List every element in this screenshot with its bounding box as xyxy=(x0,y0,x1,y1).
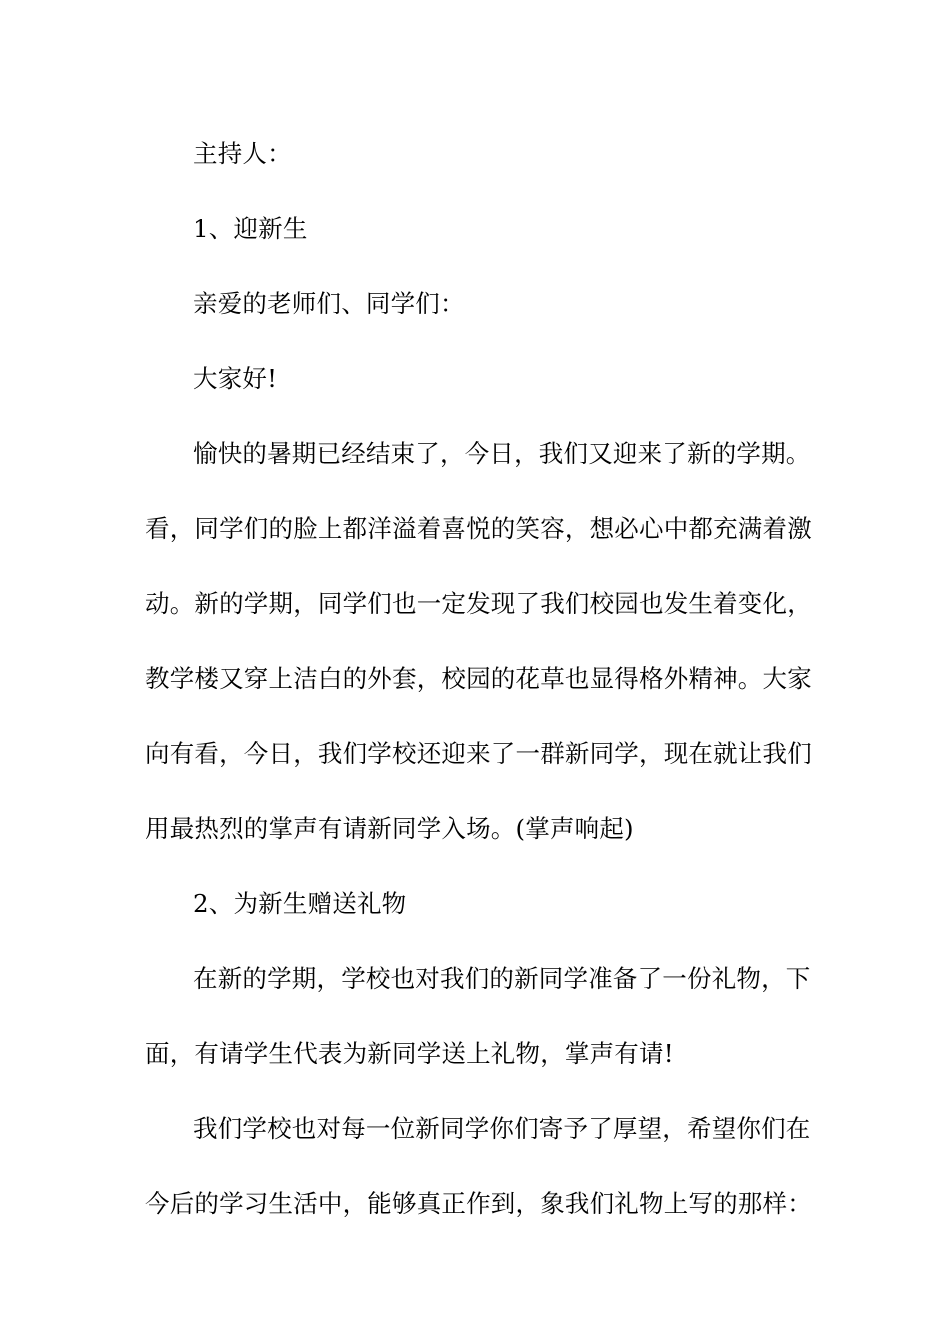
paragraph-line: 用最热烈的掌声有请新同学入场。(掌声响起) xyxy=(145,814,634,843)
paragraph-line: 教学楼又穿上洁白的外套，校园的花草也显得格外精神。大家 xyxy=(145,664,812,693)
section-2-heading: 2、为新生赠送礼物 xyxy=(193,889,407,918)
paragraph-line: 面，有请学生代表为新同学送上礼物，掌声有请! xyxy=(145,1039,674,1068)
paragraph-line: 愉快的暑期已经结束了，今日，我们又迎来了新的学期。 xyxy=(193,439,811,468)
section-1-heading: 1、迎新生 xyxy=(193,214,308,243)
paragraph-line: 在新的学期，学校也对我们的新同学准备了一份礼物，下 xyxy=(193,964,811,993)
paragraph-line: 看，同学们的脸上都洋溢着喜悦的笑容，想必心中都充满着激 xyxy=(145,514,812,543)
paragraph-line: 动。新的学期，同学们也一定发现了我们校园也发生着变化， xyxy=(145,589,812,618)
host-heading: 主持人： xyxy=(193,139,292,168)
paragraph-line: 我们学校也对每一位新同学你们寄予了厚望，希望你们在 xyxy=(193,1114,811,1143)
paragraph-line: 向有看，今日，我们学校还迎来了一群新同学，现在就让我们 xyxy=(145,739,812,768)
paragraph-line: 今后的学习生活中，能够真正作到，象我们礼物上写的那样： xyxy=(145,1189,812,1218)
salutation: 亲爱的老师们、同学们： xyxy=(193,289,465,318)
document-body xyxy=(145,126,815,1251)
greeting: 大家好! xyxy=(193,364,278,393)
